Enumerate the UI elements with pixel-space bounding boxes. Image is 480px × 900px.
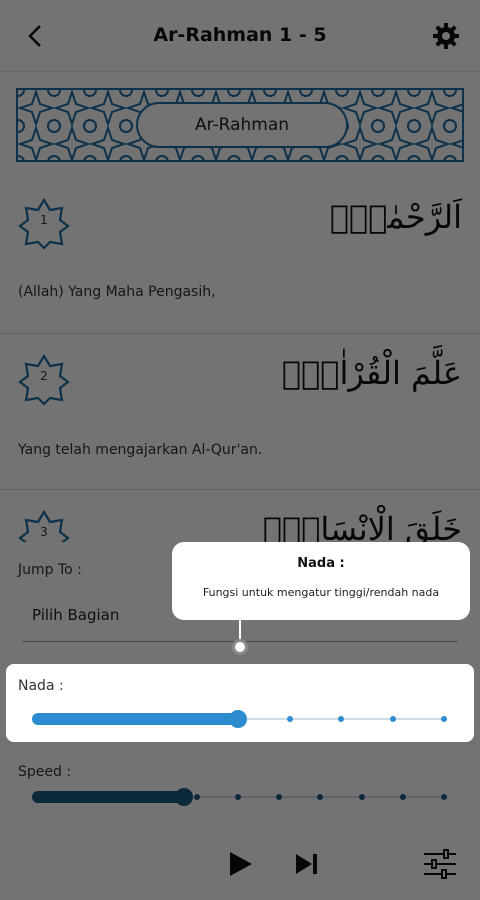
slider-fill bbox=[32, 713, 238, 725]
slider-step-dot bbox=[287, 716, 293, 722]
onboarding-tooltip[interactable] bbox=[172, 542, 470, 620]
nada-slider[interactable] bbox=[32, 710, 444, 728]
slider-step-dot bbox=[338, 716, 344, 722]
nada-label: Nada : bbox=[18, 678, 64, 694]
tooltip-title: Nada : bbox=[297, 556, 345, 571]
tooltip-text: Fungsi untuk mengatur tinggi/rendah nada bbox=[202, 586, 440, 599]
slider-thumb[interactable] bbox=[229, 710, 247, 728]
slider-step-dot bbox=[390, 716, 396, 722]
tooltip-pointer-dot bbox=[232, 639, 248, 655]
slider-step-dot bbox=[441, 716, 447, 722]
nada-highlight-card bbox=[6, 664, 474, 742]
